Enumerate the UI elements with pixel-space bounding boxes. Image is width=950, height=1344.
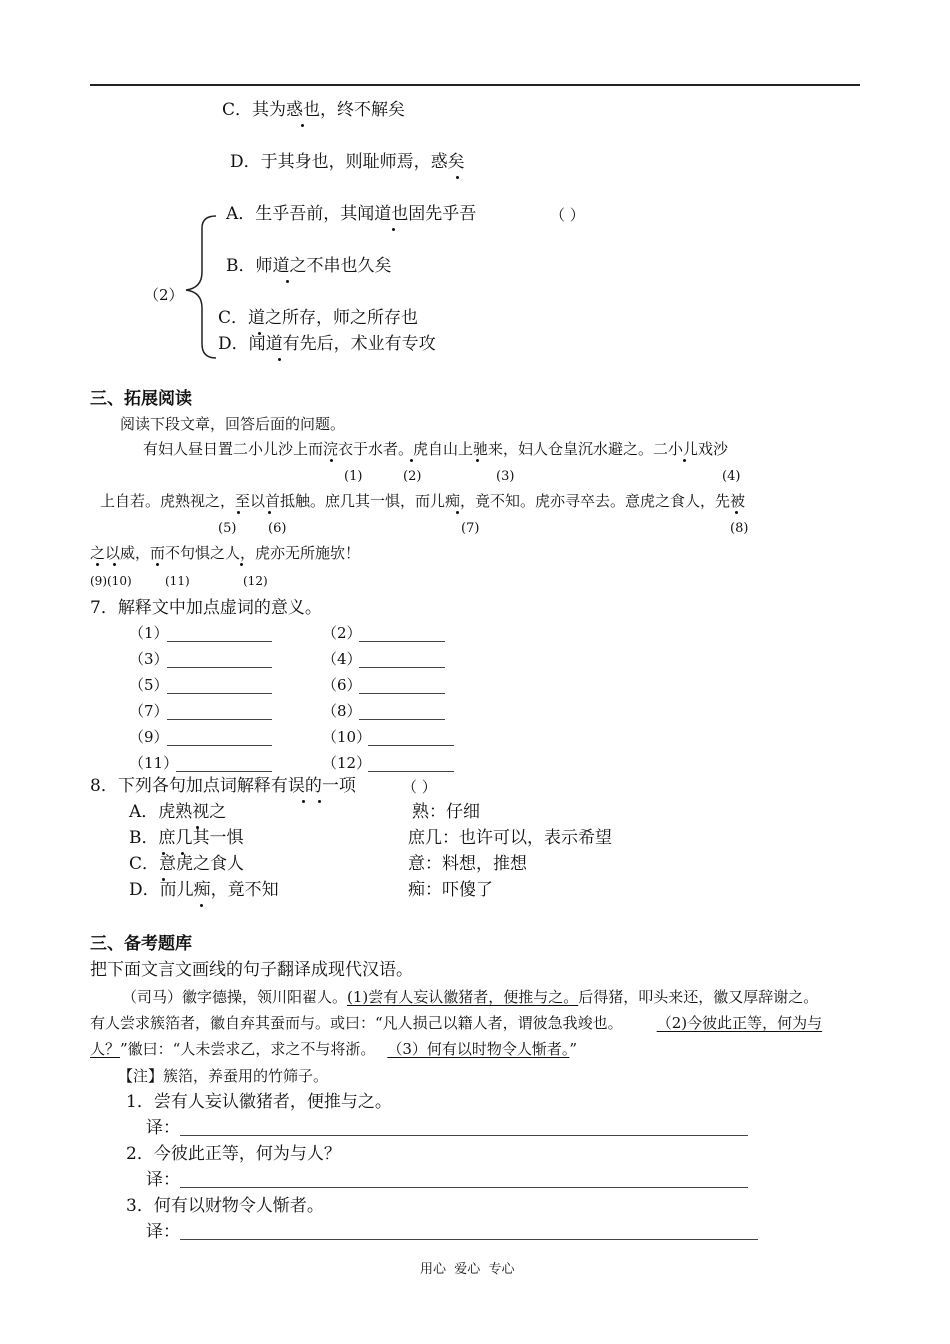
- answer-blank[interactable]: [359, 641, 445, 642]
- answer-blank[interactable]: [359, 719, 445, 720]
- page-footer: 用心 爱心 专心: [420, 1262, 515, 1277]
- q2-option-c: C．道之所存，师之所存也: [218, 308, 419, 328]
- marker-2: (2): [403, 469, 422, 484]
- emphasis-dot: [200, 904, 203, 907]
- passage-paragraph-line-3: [90, 1040, 577, 1058]
- underlined-sentence-2-end: 人？: [90, 1040, 121, 1058]
- passage-text: ”徽曰：“人未尝求乙，求之不与将浙。: [120, 1040, 376, 1058]
- translation-answer-line[interactable]: [180, 1135, 748, 1136]
- marker-9-10: (9)(10): [90, 574, 132, 588]
- emphasis-dot: [156, 563, 159, 566]
- emphasis-dot: [456, 176, 459, 179]
- underlined-sentence-3: （3）何有以时物令人惭者。: [387, 1040, 570, 1058]
- emphasis-dot: [278, 358, 281, 361]
- marker-12: (12): [243, 574, 268, 588]
- underlined-sentence-1: (1)尝有人妄认徽猪者，便推与之。: [347, 988, 579, 1006]
- underlined-sentence-2: （2)今彼此正等，何为与: [656, 1014, 823, 1032]
- q7-item-label: （11）: [129, 754, 179, 772]
- q8-option-gloss: 熟：仔细: [412, 802, 480, 822]
- q7-item-label: （3）: [129, 650, 169, 668]
- vocab-note: 【注】簇箔，养蚕用的竹筛子。: [118, 1067, 329, 1085]
- emphasis-dot: [476, 459, 479, 462]
- q8-option-sentence: A．虎熟视之: [129, 802, 227, 822]
- q7-item-label: （6）: [322, 676, 362, 694]
- emphasis-dot: [456, 511, 459, 514]
- translation-label: 译：: [146, 1170, 180, 1190]
- q8-title: 8．下列各句加点词解释有误的一项: [90, 776, 356, 796]
- marker-7: (7): [461, 521, 480, 536]
- translation-instruction: 把下面文言文画线的句子翻译成现代汉语。: [90, 960, 413, 980]
- q7-item-label: （12）: [322, 754, 372, 772]
- translation-question-2: 2．今彼此正等，何为与人？: [126, 1144, 341, 1164]
- answer-paren: （ ）: [402, 778, 437, 796]
- q7-item-label: （8）: [322, 702, 362, 720]
- emphasis-dot: [735, 511, 738, 514]
- marker-4: (4): [722, 469, 741, 484]
- passage-text: （司马）徽字德操，领川阳翟人。: [122, 988, 348, 1006]
- q2-option-b: B．师道之不串也久矣: [226, 256, 392, 276]
- translation-label: 译：: [146, 1222, 180, 1242]
- emphasis-dot: [330, 459, 333, 462]
- q8-option-gloss: 意：料想，推想: [408, 854, 527, 874]
- answer-paren: （ ）: [550, 206, 585, 224]
- translation-question-1: 1．尝有人妄认徽猪者，便推与之。: [126, 1092, 392, 1112]
- q7-item-label: （7）: [129, 702, 169, 720]
- translation-answer-line[interactable]: [180, 1239, 758, 1240]
- q7-item-label: （4）: [322, 650, 362, 668]
- passage-line-3: 之以威，而不句惧之人，虎亦无所施欤！: [90, 544, 361, 562]
- section-title-question-bank: 三、备考题库: [90, 934, 192, 954]
- section-title-reading: 三、拓展阅读: [90, 389, 192, 409]
- answer-blank[interactable]: [167, 667, 272, 668]
- emphasis-dot: [301, 124, 304, 127]
- marker-6: (6): [268, 521, 287, 536]
- q2-option-a: A．生乎吾前，其闻道也固先乎吾: [226, 204, 477, 224]
- emphasis-dot: [318, 800, 321, 803]
- question-number-2: （2）: [144, 286, 184, 304]
- answer-blank[interactable]: [368, 745, 454, 746]
- passage-paragraph-line-1: [122, 988, 818, 1006]
- emphasis-dot: [113, 563, 116, 566]
- reading-instruction: 阅读下段文章，回答后面的问题。: [120, 415, 346, 433]
- header-rule: [90, 84, 860, 86]
- passage-text: ”: [569, 1040, 578, 1058]
- q7-item-label: （10）: [322, 728, 372, 746]
- marker-3: (3): [496, 469, 515, 484]
- answer-blank[interactable]: [167, 719, 272, 720]
- q7-item-label: （1）: [129, 624, 169, 642]
- translation-question-3: 3．何有以财物令人惭者。: [126, 1196, 324, 1216]
- translation-answer-line[interactable]: [180, 1187, 748, 1188]
- emphasis-dot: [240, 563, 243, 566]
- answer-blank[interactable]: [368, 771, 454, 772]
- passage-line-2: 上自若。虎熟视之，至以首抵触。庶几其一惧，而儿痴，竟不知。虎亦寻卒去。意虎之食人，先被: [100, 492, 746, 510]
- q8-option-sentence: D．而儿痴，竟不知: [129, 880, 279, 900]
- marker-1: (1): [344, 469, 363, 484]
- passage-line-1: 有妇人昼日置二小儿沙上而浣衣于水者。虎自山上驰来，妇人仓皇沉水避之。二小儿戏沙: [143, 440, 729, 458]
- emphasis-dot: [302, 800, 305, 803]
- answer-blank[interactable]: [359, 693, 445, 694]
- answer-blank[interactable]: [176, 771, 272, 772]
- q7-item-label: （2）: [322, 624, 362, 642]
- option-c-prev: C．其为惑也，终不解矣: [222, 100, 406, 120]
- q7-title: 7．解释文中加点虚词的意义。: [90, 598, 322, 618]
- emphasis-dot: [683, 459, 686, 462]
- curly-brace-icon: [180, 212, 220, 362]
- marker-5: (5): [218, 521, 237, 536]
- answer-blank[interactable]: [359, 667, 445, 668]
- emphasis-dot: [96, 563, 99, 566]
- q8-option-sentence: C．意虎之食人: [129, 854, 245, 874]
- emphasis-dot: [268, 511, 271, 514]
- q8-option-gloss: 痴：吓傻了: [408, 880, 493, 900]
- emphasis-dot: [410, 459, 413, 462]
- marker-8: (8): [730, 521, 749, 536]
- option-d-prev: D．于其身也，则耻师焉，惑矣: [230, 152, 465, 172]
- q8-option-gloss: 庶几：也许可以，表示希望: [408, 828, 612, 848]
- translation-label: 译：: [146, 1118, 180, 1138]
- q7-item-label: （9）: [129, 728, 169, 746]
- passage-paragraph-line-2: [90, 1014, 822, 1032]
- answer-blank[interactable]: [167, 641, 272, 642]
- answer-blank[interactable]: [167, 693, 272, 694]
- emphasis-dot: [286, 280, 289, 283]
- answer-blank[interactable]: [167, 745, 272, 746]
- emphasis-dot: [237, 511, 240, 514]
- q8-option-sentence: B．庶几其一惧: [129, 828, 244, 848]
- q7-item-label: （5）: [129, 676, 169, 694]
- passage-text: 后得猪，叩头来还，徽又厚辞谢之。: [578, 988, 819, 1006]
- q2-option-d: D．闻道有先后，术业有专攻: [218, 334, 436, 354]
- emphasis-dot: [392, 228, 395, 231]
- passage-text: 有人尝求簇箔者，徽自弃其蚕而与。或曰：“凡人损己以籍人者，谓彼急我竣也。: [90, 1014, 623, 1032]
- marker-11: (11): [165, 574, 190, 588]
